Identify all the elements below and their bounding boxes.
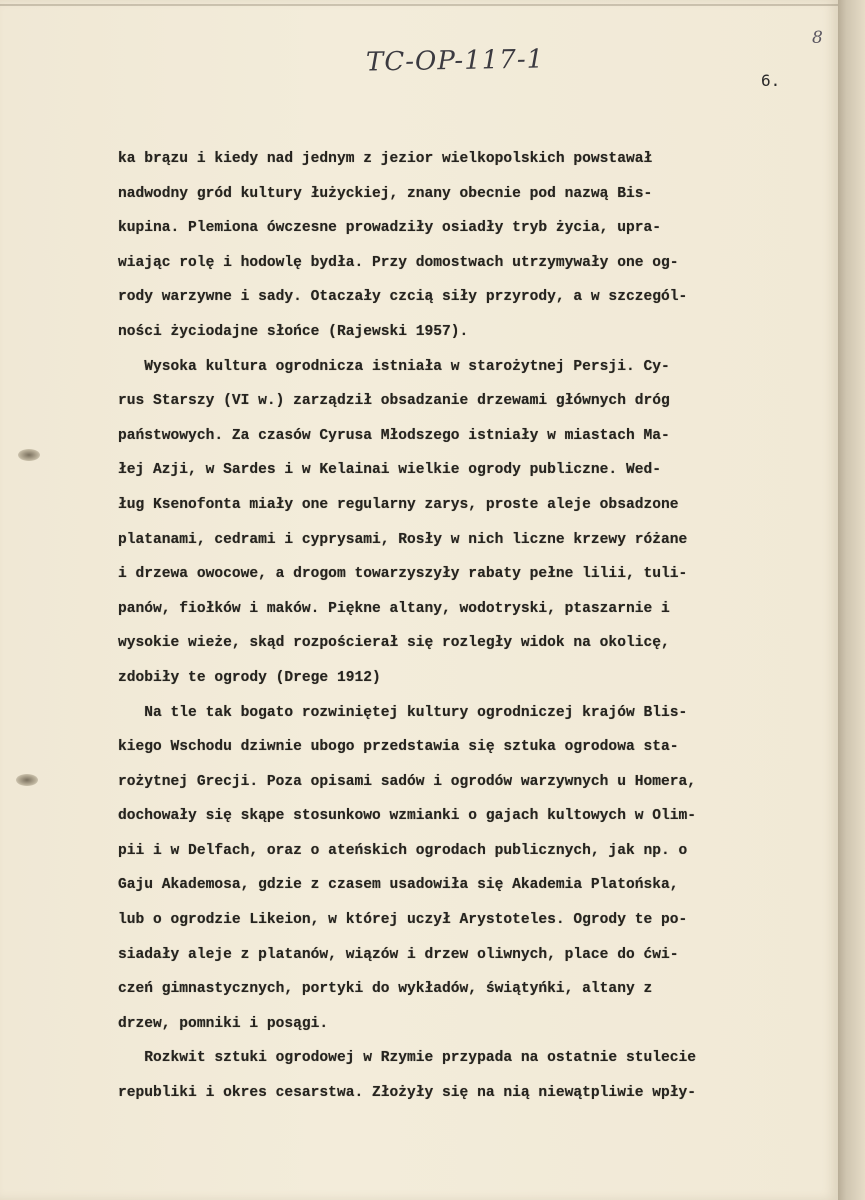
text-line: ług Ksenofonta miały one regularny zarys, proste aleje obsadzone bbox=[118, 496, 679, 513]
typewritten-body bbox=[118, 142, 818, 1111]
text-line: pii i w Delfach, oraz o ateńskich ogrodach publicznych, jak np. o bbox=[118, 842, 688, 859]
text-line: drzew, pomniki i posągi. bbox=[118, 1015, 329, 1032]
binder-hole bbox=[16, 774, 38, 786]
text-line: wiając rolę i hodowlę bydła. Przy domostwach utrzymywały one og- bbox=[118, 254, 679, 271]
text-line: czeń gimnastycznych, portyki do wykładów, świątyńki, altany z bbox=[118, 981, 653, 998]
text-line: Na tle tak bogato rozwiniętej kultury ogrodniczej krajów Blis- bbox=[118, 704, 688, 721]
text-line: wysokie wieże, skąd rozpościerał się rozległy widok na okolicę, bbox=[118, 635, 670, 652]
text-line: państwowych. Za czasów Cyrusa Młodszego istniały w miastach Ma- bbox=[118, 427, 670, 444]
text-line: Rozkwit sztuki ogrodowej w Rzymie przypada na ostatnie stulecie bbox=[118, 1050, 697, 1067]
text-line: nadwodny gród kultury łużyckiej, znany obecnie pod nazwą Bis- bbox=[118, 185, 653, 202]
next-page-edge bbox=[838, 0, 865, 1200]
paragraph bbox=[118, 696, 818, 1042]
text-line: ka brązu i kiedy nad jednym z jezior wielkopolskich powstawał bbox=[118, 151, 653, 167]
text-line: rożytnej Grecji. Poza opisami sadów i ogrodów warzywnych u Homera, bbox=[118, 773, 697, 790]
text-line: ności życiodajne słońce (Rajewski 1957). bbox=[118, 323, 469, 340]
text-line: kupina. Plemiona ówczesne prowadziły osiadły tryb życia, upra- bbox=[118, 220, 661, 237]
text-line: dochowały się skąpe stosunkowo wzmianki o gajach kultowych w Olim- bbox=[118, 808, 697, 825]
page-top-edge bbox=[0, 4, 838, 6]
text-line: i drzewa owocowe, a drogom towarzyszyły rabaty pełne lilii, tuli- bbox=[118, 566, 688, 583]
corner-sheet-number: 8 bbox=[812, 28, 823, 48]
text-line: zdobiły te ogrody (Drege 1912) bbox=[118, 669, 381, 686]
text-line: łej Azji, w Sardes i w Kelainai wielkie ogrody publiczne. Wed- bbox=[118, 462, 661, 479]
text-line: panów, fiołków i maków. Piękne altany, wodotryski, ptaszarnie i bbox=[118, 600, 670, 617]
text-line: rus Starszy (VI w.) zarządził obsadzanie drzewami głównych dróg bbox=[118, 393, 670, 410]
paragraph bbox=[118, 1041, 818, 1110]
text-line: Wysoka kultura ogrodnicza istniała w starożytnej Persji. Cy- bbox=[118, 358, 670, 375]
text-line: kiego Wschodu dziwnie ubogo przedstawia się sztuka ogrodowa sta- bbox=[118, 739, 679, 756]
text-line: Gaju Akademosa, gdzie z czasem usadowiła się Akademia Platońska, bbox=[118, 877, 679, 894]
text-line: platanami, cedrami i cyprysami, Rosły w nich liczne krzewy różane bbox=[118, 531, 688, 548]
text-line: republiki i okres cesarstwa. Złożyły się na nią niewątpliwie wpły- bbox=[118, 1085, 697, 1102]
archive-code-handwritten: TC-OP-117-1 bbox=[365, 44, 545, 78]
paragraph bbox=[118, 142, 818, 350]
text-line: lub o ogrodzie Likeion, w której uczył Arystoteles. Ogrody te po- bbox=[118, 912, 688, 929]
page-number: 6. bbox=[761, 71, 781, 90]
paragraph bbox=[118, 350, 818, 696]
text-line: siadały aleje z platanów, wiązów i drzew oliwnych, place do ćwi- bbox=[118, 946, 679, 963]
text-line: rody warzywne i sady. Otaczały czcią siły przyrody, a w szczegól- bbox=[118, 289, 688, 306]
binder-hole bbox=[18, 449, 40, 461]
